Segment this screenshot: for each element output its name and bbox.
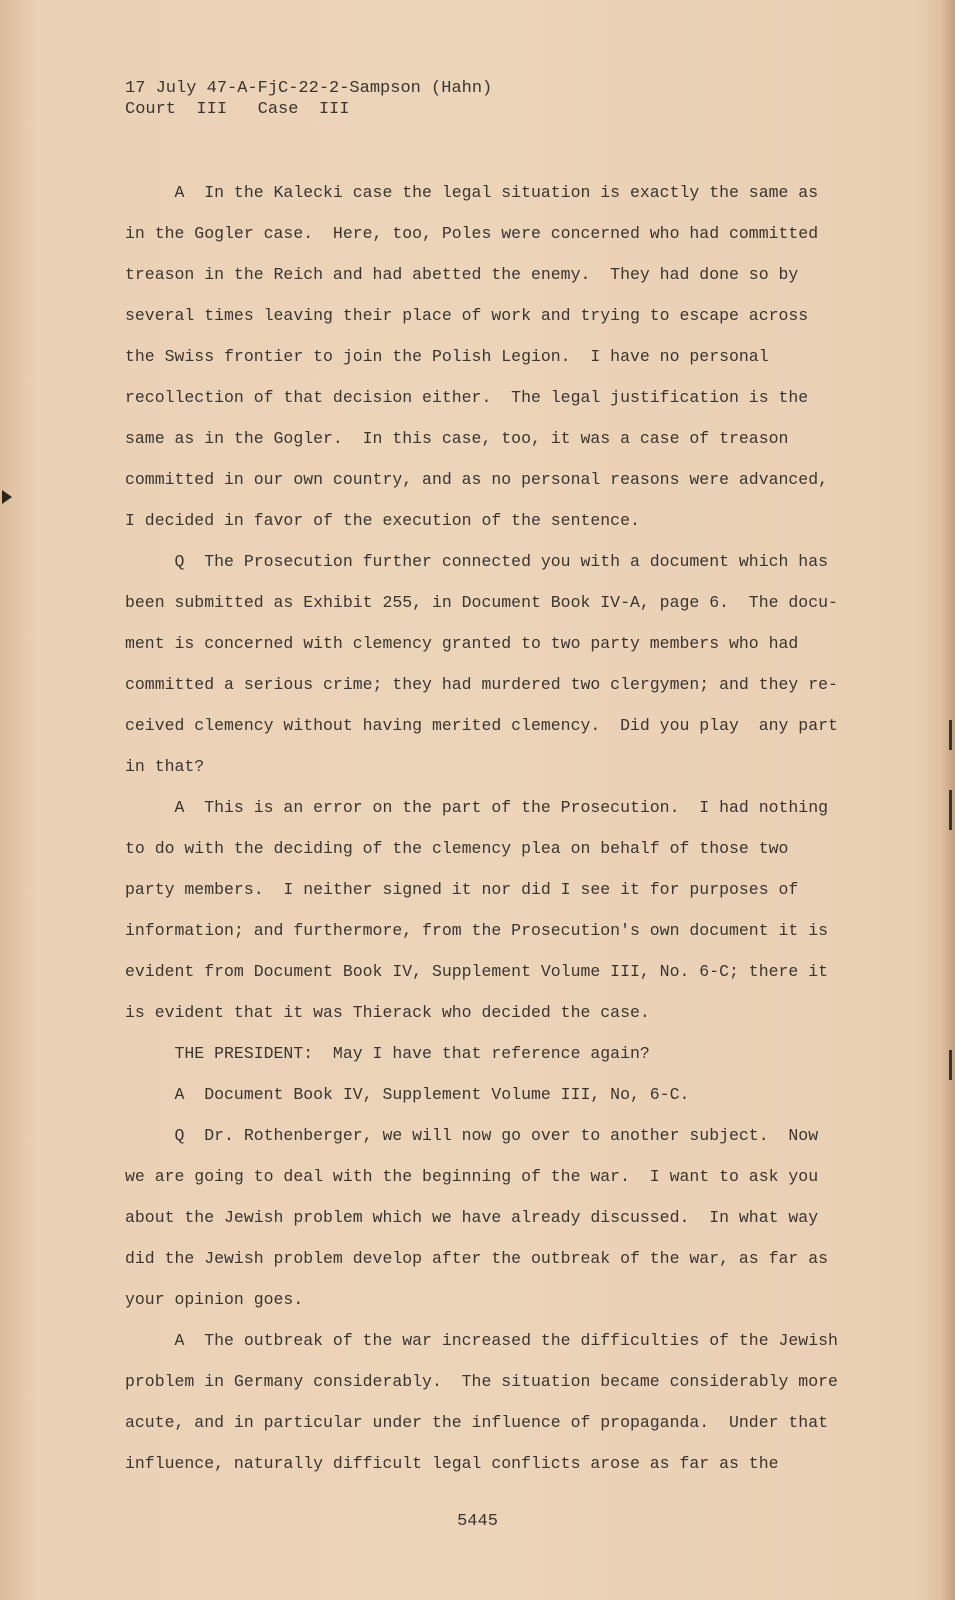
- text-line: ceived clemency without having merited clemency. Did you play any part: [125, 716, 838, 735]
- text-line: THE PRESIDENT: May I have that reference again?: [125, 1044, 650, 1063]
- text-line: we are going to deal with the beginning of the war. I want to ask you: [125, 1167, 819, 1186]
- text-line: Q Dr. Rothenberger, we will now go over to another subject. Now: [125, 1126, 819, 1145]
- text-line: evident from Document Book IV, Supplement Volume III, No. 6-C; there it: [125, 962, 829, 981]
- text-line: committed a serious crime; they had murdered two clergymen; and they re-: [125, 675, 838, 694]
- text-line: several times leaving their place of work and trying to escape across: [125, 306, 809, 325]
- text-line: acute, and in particular under the influence of propaganda. Under that: [125, 1413, 829, 1432]
- document-header: [125, 78, 492, 120]
- text-line: did the Jewish problem develop after the outbreak of the war, as far as: [125, 1249, 829, 1268]
- text-line: influence, naturally difficult legal conflicts arose as far as the: [125, 1454, 779, 1473]
- text-line: A This is an error on the part of the Prosecution. I had nothing: [125, 798, 829, 817]
- text-line: ment is concerned with clemency granted to two party members who had: [125, 634, 799, 653]
- text-line: same as in the Gogler. In this case, too, it was a case of treason: [125, 429, 789, 448]
- text-line: treason in the Reich and had abetted the enemy. They had done so by: [125, 265, 799, 284]
- text-line: recollection of that decision either. The legal justification is the: [125, 388, 809, 407]
- text-line: in that?: [125, 757, 205, 776]
- header-court-case: Court III Case III: [125, 100, 350, 119]
- text-line: to do with the deciding of the clemency plea on behalf of those two: [125, 839, 789, 858]
- page-edge-shadow: [941, 0, 955, 1600]
- transcript-body: [125, 172, 865, 1484]
- text-line: Q The Prosecution further connected you with a document which has: [125, 552, 829, 571]
- text-line: I decided in favor of the execution of the sentence.: [125, 511, 640, 530]
- text-line: party members. I neither signed it nor did I see it for purposes of: [125, 880, 799, 899]
- header-reference: 17 July 47-A-FjC-22-2-Sampson (Hahn): [125, 79, 493, 98]
- text-line: A Document Book IV, Supplement Volume III, No, 6-C.: [125, 1085, 690, 1104]
- text-line: committed in our own country, and as no personal reasons were advanced,: [125, 470, 829, 489]
- text-line: problem in Germany considerably. The situation became considerably more: [125, 1372, 838, 1391]
- text-line: your opinion goes.: [125, 1290, 304, 1309]
- punch-mark: [2, 490, 12, 504]
- text-line: the Swiss frontier to join the Polish Legion. I have no personal: [125, 347, 769, 366]
- edge-mark: [949, 1050, 952, 1080]
- text-line: about the Jewish problem which we have already discussed. In what way: [125, 1208, 819, 1227]
- text-line: A The outbreak of the war increased the difficulties of the Jewish: [125, 1331, 838, 1350]
- edge-mark: [949, 720, 952, 750]
- text-line: been submitted as Exhibit 255, in Document Book IV-A, page 6. The docu-: [125, 593, 838, 612]
- edge-mark: [949, 790, 952, 830]
- text-line: A In the Kalecki case the legal situation is exactly the same as: [125, 183, 819, 202]
- page-number: 5445: [457, 1512, 498, 1531]
- text-line: is evident that it was Thierack who decided the case.: [125, 1003, 650, 1022]
- text-line: information; and furthermore, from the Prosecution's own document it is: [125, 921, 829, 940]
- text-line: in the Gogler case. Here, too, Poles were concerned who had committed: [125, 224, 819, 243]
